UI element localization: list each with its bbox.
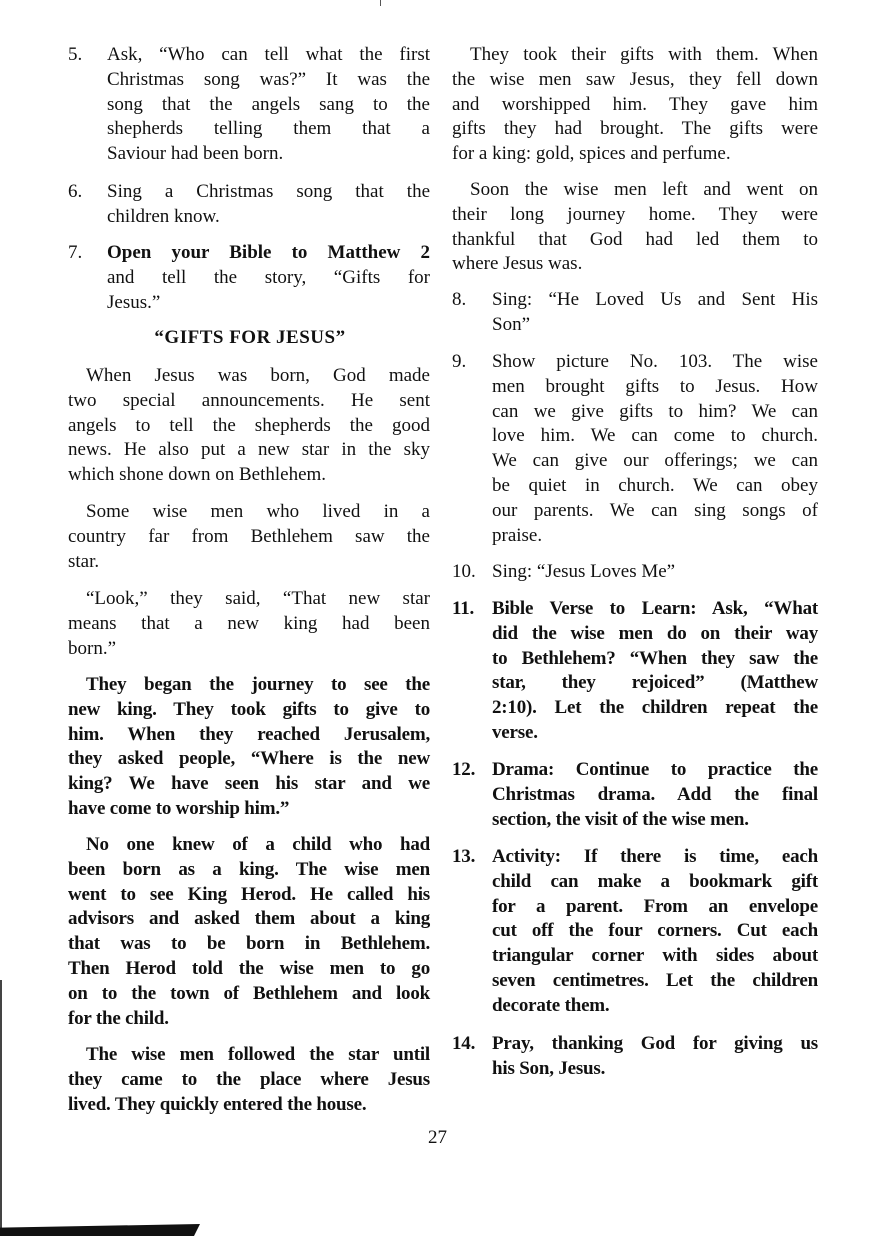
- text-line: his Son, Jesus.: [492, 1057, 606, 1079]
- text-line: star.: [68, 550, 100, 572]
- numbered-item: [452, 1032, 818, 1082]
- text-line: Drama: Continue to practice the: [492, 759, 818, 780]
- item-number: 7.: [68, 242, 83, 263]
- text-line: love him. We can come to church.: [492, 425, 818, 447]
- text-line: They took their gifts with them. When: [470, 44, 818, 65]
- text-line: triangular corner with sides about: [492, 945, 818, 967]
- text-line: for the child.: [68, 1007, 169, 1029]
- text-line: verse.: [492, 721, 538, 743]
- story-heading: “GIFTS FOR JESUS”: [154, 327, 346, 348]
- text-line: Saviour had been born.: [107, 143, 284, 165]
- text-line: and worshipped him. They gave him: [452, 93, 818, 115]
- text-line: Pray, thanking God for giving us: [492, 1033, 818, 1054]
- text-line: 2:10). Let the children repeat the: [492, 697, 818, 719]
- numbered-item: [452, 350, 818, 548]
- page-number: 27: [428, 1127, 447, 1148]
- paragraph: [68, 1043, 430, 1117]
- text-line: they asked people, “Where is the new: [68, 748, 430, 770]
- text-line: have come to worship him.”: [68, 797, 290, 819]
- text-line: lived. They quickly entered the house.: [68, 1093, 367, 1115]
- text-line: child can make a bookmark gift: [492, 870, 818, 892]
- text-line: that was to be born in Bethlehem.: [68, 933, 430, 955]
- item-number: 10.: [452, 561, 476, 582]
- text-line: new king. They took gifts to give to: [68, 698, 430, 720]
- numbered-item: [68, 43, 430, 167]
- text-line: Ask, “Who can tell what the first: [107, 44, 430, 65]
- numbered-item: [452, 758, 818, 832]
- text-line: country far from Bethlehem saw the: [68, 525, 430, 547]
- paragraph: [68, 364, 430, 488]
- text-line: “Look,” they said, “That new star: [86, 588, 430, 609]
- text-line: they came to the place where Jesus: [68, 1068, 430, 1090]
- numbered-item: [68, 180, 430, 230]
- text-line: our parents. We can sing songs of: [492, 499, 818, 521]
- numbered-item: [452, 845, 818, 1019]
- text-line: Bible Verse to Learn: Ask, “What: [492, 598, 818, 619]
- item-number: 12.: [452, 759, 476, 780]
- item-number: 5.: [68, 44, 83, 65]
- item-number: 9.: [452, 351, 467, 372]
- text-line: We can give our offerings; we can: [492, 450, 818, 472]
- text-line: Sing: “He Loved Us and Sent His: [492, 289, 818, 310]
- text-line: Jesus.”: [107, 291, 161, 313]
- numbered-item: [452, 560, 818, 585]
- text-line: and tell the story, “Gifts for: [107, 266, 430, 288]
- paragraph: [452, 178, 818, 277]
- text-line: means that a new king had been: [68, 612, 430, 634]
- paragraph: [68, 673, 430, 822]
- numbered-item: [68, 241, 430, 315]
- text-line: the wise men saw Jesus, they fell down: [452, 68, 818, 90]
- text-line: Activity: If there is time, each: [492, 846, 818, 867]
- text-line: star, they rejoiced” (Matthew: [492, 672, 818, 694]
- scan-edge-line: [0, 980, 2, 1230]
- text-line: When Jesus was born, God made: [86, 365, 430, 386]
- text-line: seven centimetres. Let the children: [492, 969, 818, 991]
- text-line: can we give gifts to him? We can: [492, 400, 818, 422]
- paragraph: [68, 500, 430, 574]
- text-line: Soon the wise men left and went on: [470, 179, 818, 200]
- text-line: which shone down on Bethlehem.: [68, 464, 327, 486]
- text-line: gifts they had brought. The gifts were: [452, 118, 818, 140]
- text-line: angels to tell the shepherds the good: [68, 414, 430, 436]
- text-line: Sing: “Jesus Loves Me”: [492, 561, 676, 582]
- text-line: Sing a Christmas song that the: [107, 181, 430, 202]
- item-number: 14.: [452, 1033, 476, 1054]
- text-line: to Bethlehem? “When they saw the: [492, 647, 818, 669]
- text-line: Christmas song was?” It was the: [107, 68, 430, 90]
- text-line: They began the journey to see the: [86, 674, 430, 695]
- text-line: did the wise men do on their way: [492, 622, 818, 644]
- text-line: shepherds telling them that a: [107, 118, 430, 140]
- paragraph: [452, 43, 818, 167]
- numbered-item: [452, 288, 818, 338]
- text-line: news. He also put a new star in the sky: [68, 439, 430, 461]
- text-line: praise.: [492, 524, 543, 546]
- text-line: No one knew of a child who had: [86, 834, 430, 855]
- text-line: thankful that God had led them to: [452, 228, 818, 250]
- text-line: him. When they reached Jerusalem,: [68, 723, 430, 745]
- scan-mark: [380, 0, 381, 6]
- text-line: Son”: [492, 313, 530, 335]
- text-line: Show picture No. 103. The wise: [492, 351, 818, 372]
- text-line: been born as a king. The wise men: [68, 858, 430, 880]
- text-line: where Jesus was.: [452, 253, 583, 275]
- text-line: Christmas drama. Add the final: [492, 783, 818, 805]
- text-line: cut off the four corners. Cut each: [492, 920, 818, 942]
- item-number: 8.: [452, 289, 467, 310]
- text-line: advisors and asked them about a king: [68, 908, 430, 930]
- text-line: Some wise men who lived in a: [86, 501, 430, 522]
- item-number: 11.: [452, 598, 475, 619]
- text-line: king? We have seen his star and we: [68, 773, 430, 795]
- text-line: be quiet in church. We can obey: [492, 474, 818, 496]
- scan-edge-bar: [0, 1224, 200, 1236]
- text-line: men brought gifts to Jesus. How: [492, 375, 818, 397]
- text-line: two special announcements. He sent: [68, 389, 430, 411]
- text-line: decorate them.: [492, 994, 610, 1016]
- text-line: song that the angels sang to the: [107, 93, 430, 115]
- text-line: on to the town of Bethlehem and look: [68, 982, 430, 1004]
- text-line: children know.: [107, 205, 220, 227]
- text-line: section, the visit of the wise men.: [492, 808, 749, 830]
- item-number: 13.: [452, 846, 476, 867]
- paragraph: [68, 833, 430, 1031]
- text-line: for a parent. From an envelope: [492, 895, 818, 917]
- paragraph: [68, 587, 430, 661]
- text-line: went to see King Herod. He called his: [68, 883, 430, 905]
- text-line: The wise men followed the star until: [86, 1044, 430, 1065]
- text-line: their long journey home. They were: [452, 203, 818, 225]
- numbered-item: [452, 597, 818, 746]
- text-line: Open your Bible to Matthew 2: [107, 242, 430, 263]
- text-line: Then Herod told the wise men to go: [68, 957, 430, 979]
- text-line: for a king: gold, spices and perfume.: [452, 143, 731, 165]
- text-line: born.”: [68, 637, 117, 659]
- item-number: 6.: [68, 181, 83, 202]
